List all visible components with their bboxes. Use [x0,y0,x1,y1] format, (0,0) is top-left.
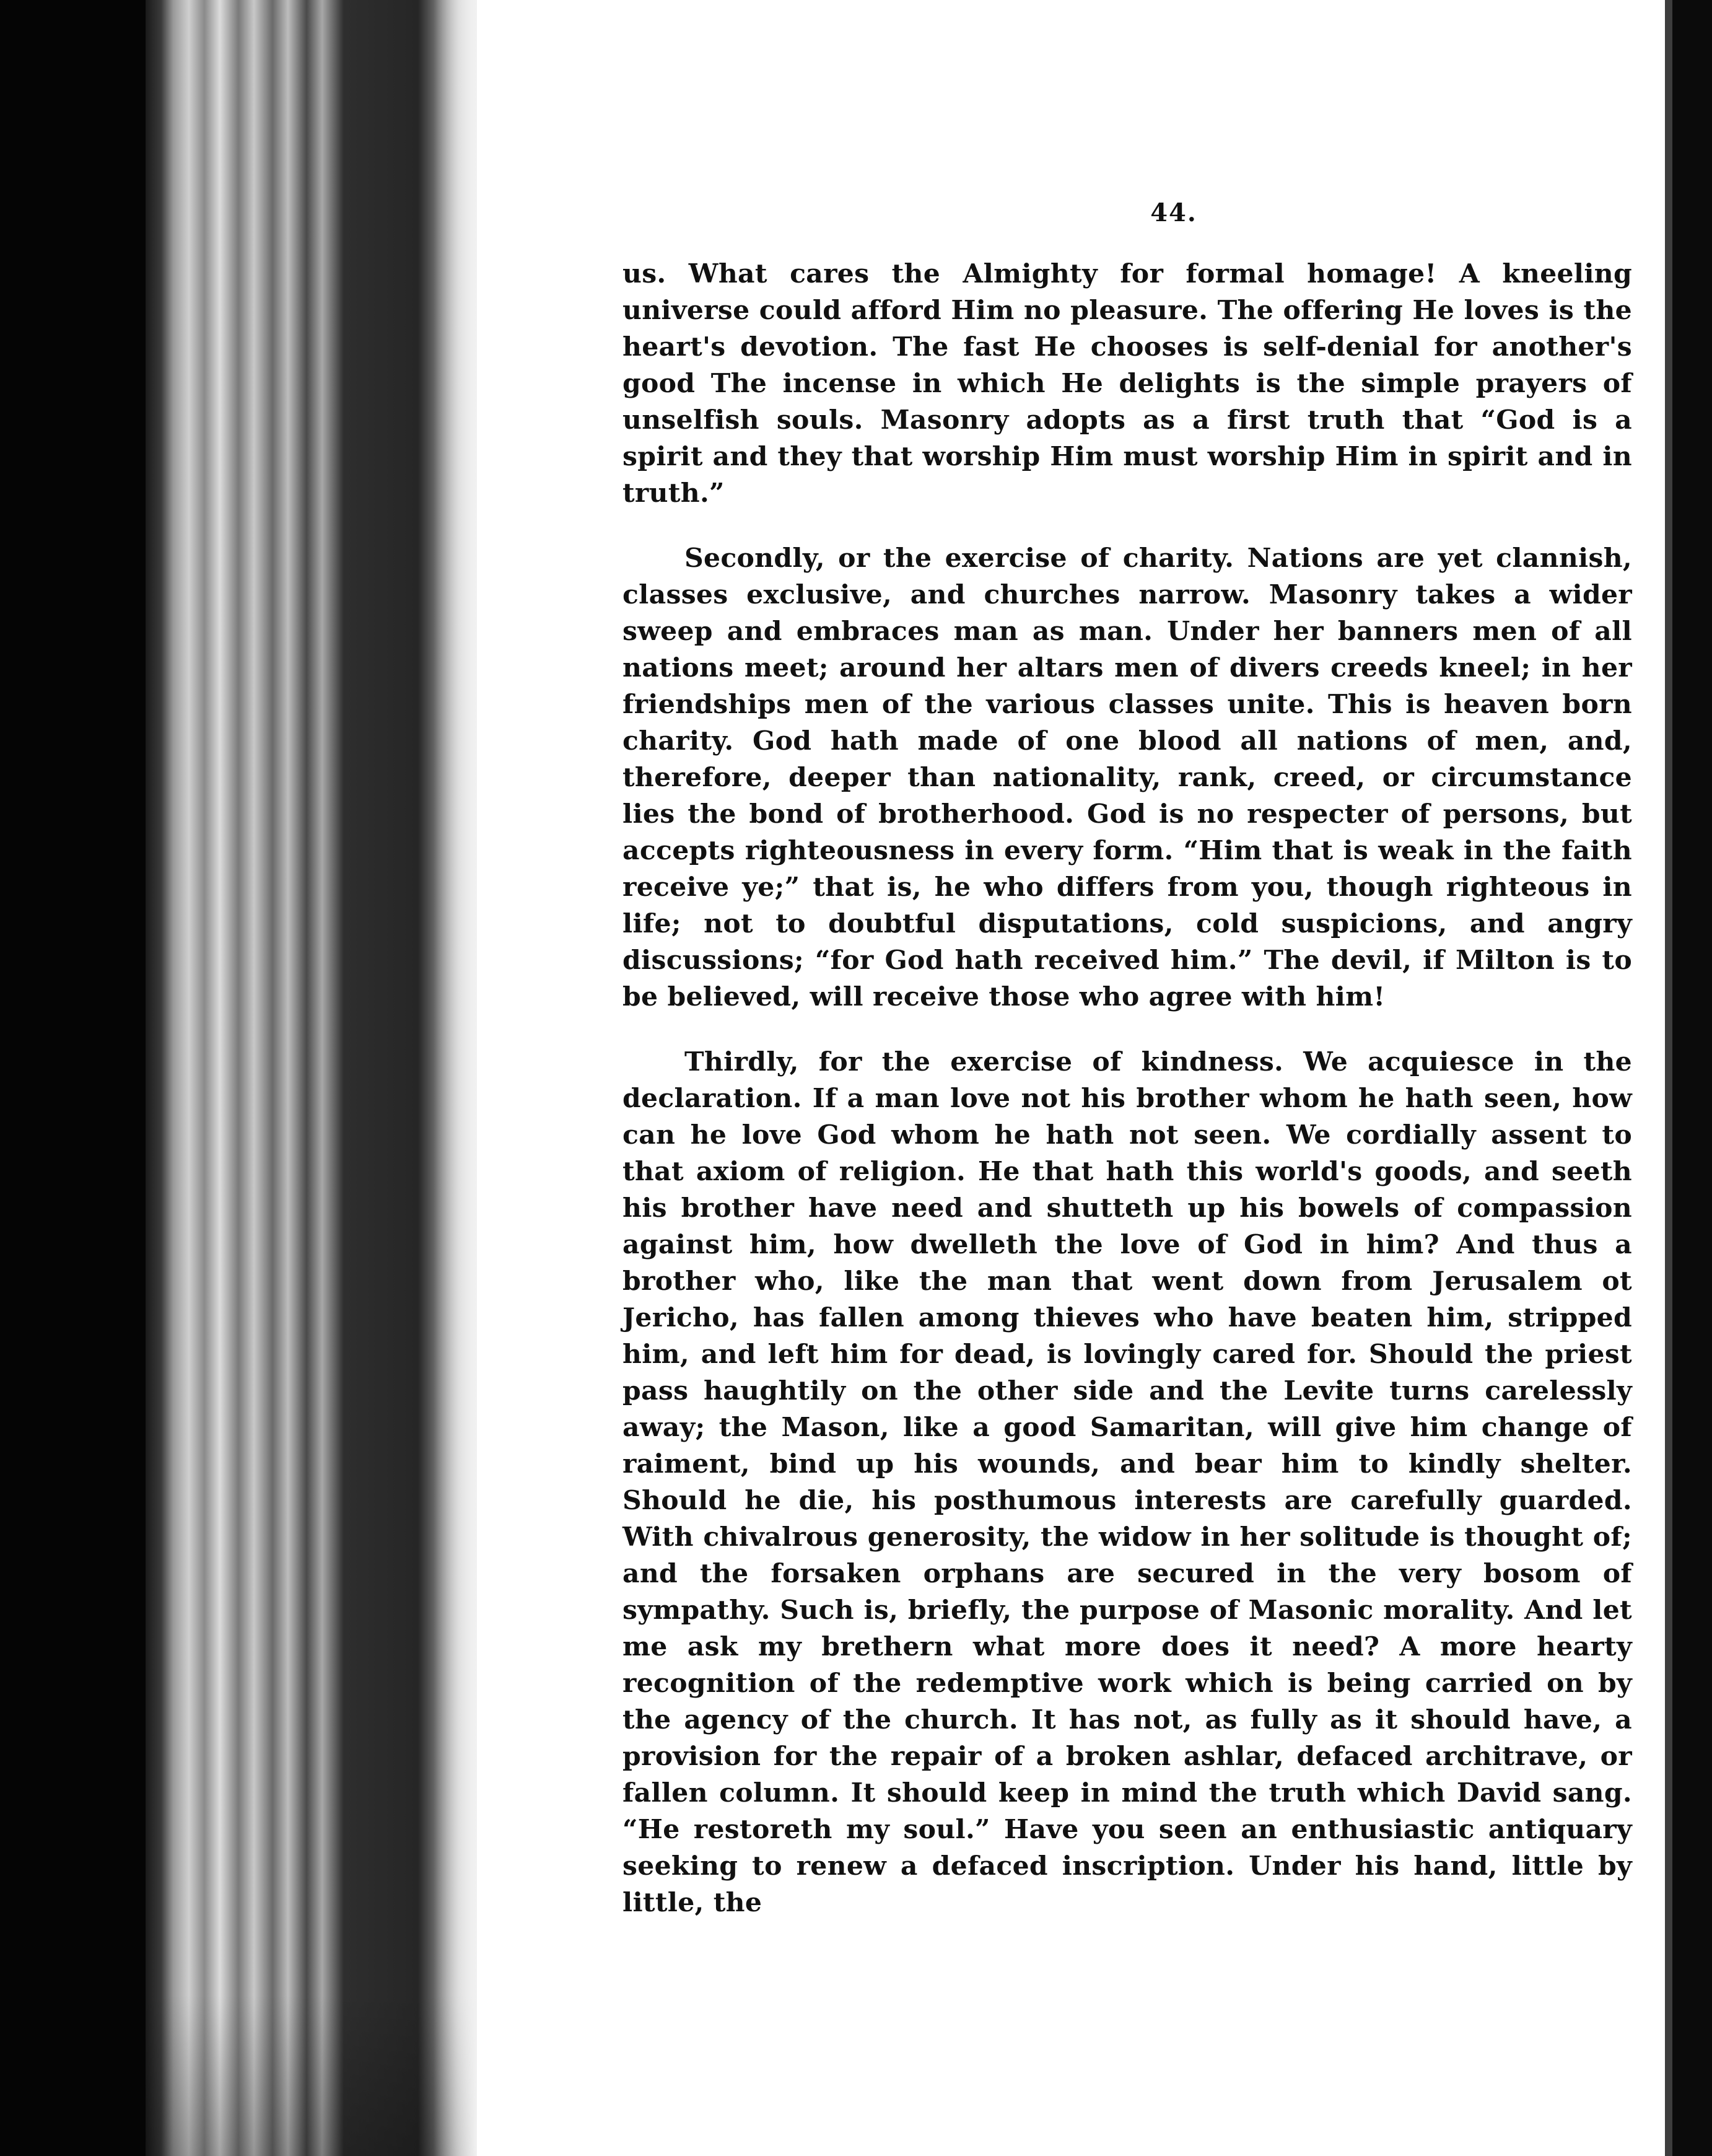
paragraph-continuation: us. What cares the Almighty for formal homage! A kneeling universe could afford Him no pleasure. The offering He loves is the heart's devotion. The fast He chooses is self-denial for another's good The incense in which He delights is the simple prayers of unselfish souls. Masonry adopts as a first truth that “God is a spirit and they that worship Him must worship Him in spirit and in truth.” [622,258,1632,509]
scan-border-right [1672,0,1712,2156]
page-number: 44. [1150,198,1197,227]
gutter-shadow [434,0,477,2156]
book-page-edges [146,0,477,2156]
book-page [622,198,1632,1950]
paragraph-secondly: Secondly, or the exercise of charity. Nations are yet clannish, classes exclusive, and churches narrow. Masonry takes a wider sweep and embraces man as man. Under her banners men of all nations meet; around her altars men of divers creeds kneel; in her friendships men of the various classes unite. This is heaven born charity. God hath made of one blood all nations of men, and, therefore, deeper than nationality, rank, creed, or circumstance lies the bond of brotherhood. God is no respecter of persons, but accepts righteousness in every form. “Him that is weak in the faith receive ye;” that is, he who differs from you, though righteous in life; not to doubtful disputations, cold suspicions, and angry discussions; “for God hath received him.” The devil, if Milton is to be believed, will receive those who agree with him! [622,543,1632,1012]
paragraph-thirdly: Thirdly, for the exercise of kindness. We acquiesce in the declaration. If a man love not his brother whom he hath seen, how can he love God whom he hath not seen. We cordially assent to that axiom of religion. He that hath this world's goods, and seeth his brother have need and shutteth up his bowels of compassion against him, how dwelleth the love of God in him? And thus a brother who, like the man that went down from Jerusalem ot Jericho, has fallen among thieves who have beaten him, stripped him, and left him for dead, is lovingly cared for. Should the priest pass haughtily on the other side and the Levite turns carelessly away; the Mason, like a good Samaritan, will give him change of raiment, bind up his wounds, and bear him to kindly shelter. Should he die, his posthumous interests are carefully guarded. With chivalrous generosity, the widow in her solitude is thought of; and the forsaken orphans are secured in the very bosom of sympathy. Such is, briefly, the purpose of Masonic morality. And let me ask my brethern what more does it need? A more hearty recognition of the redemptive work which is being carried on by the agency of the church. It has not, as fully as it should have, a provision for the repair of a broken ashlar, defaced architrave, or fallen column. It should keep in mind the truth which David sang. “He restoreth my soul.” Have you seen an enthusiastic antiquary seeking to renew a defaced inscription. Under his hand, little by little, the [622,1046,1632,1918]
scan-border-left [0,0,146,2156]
